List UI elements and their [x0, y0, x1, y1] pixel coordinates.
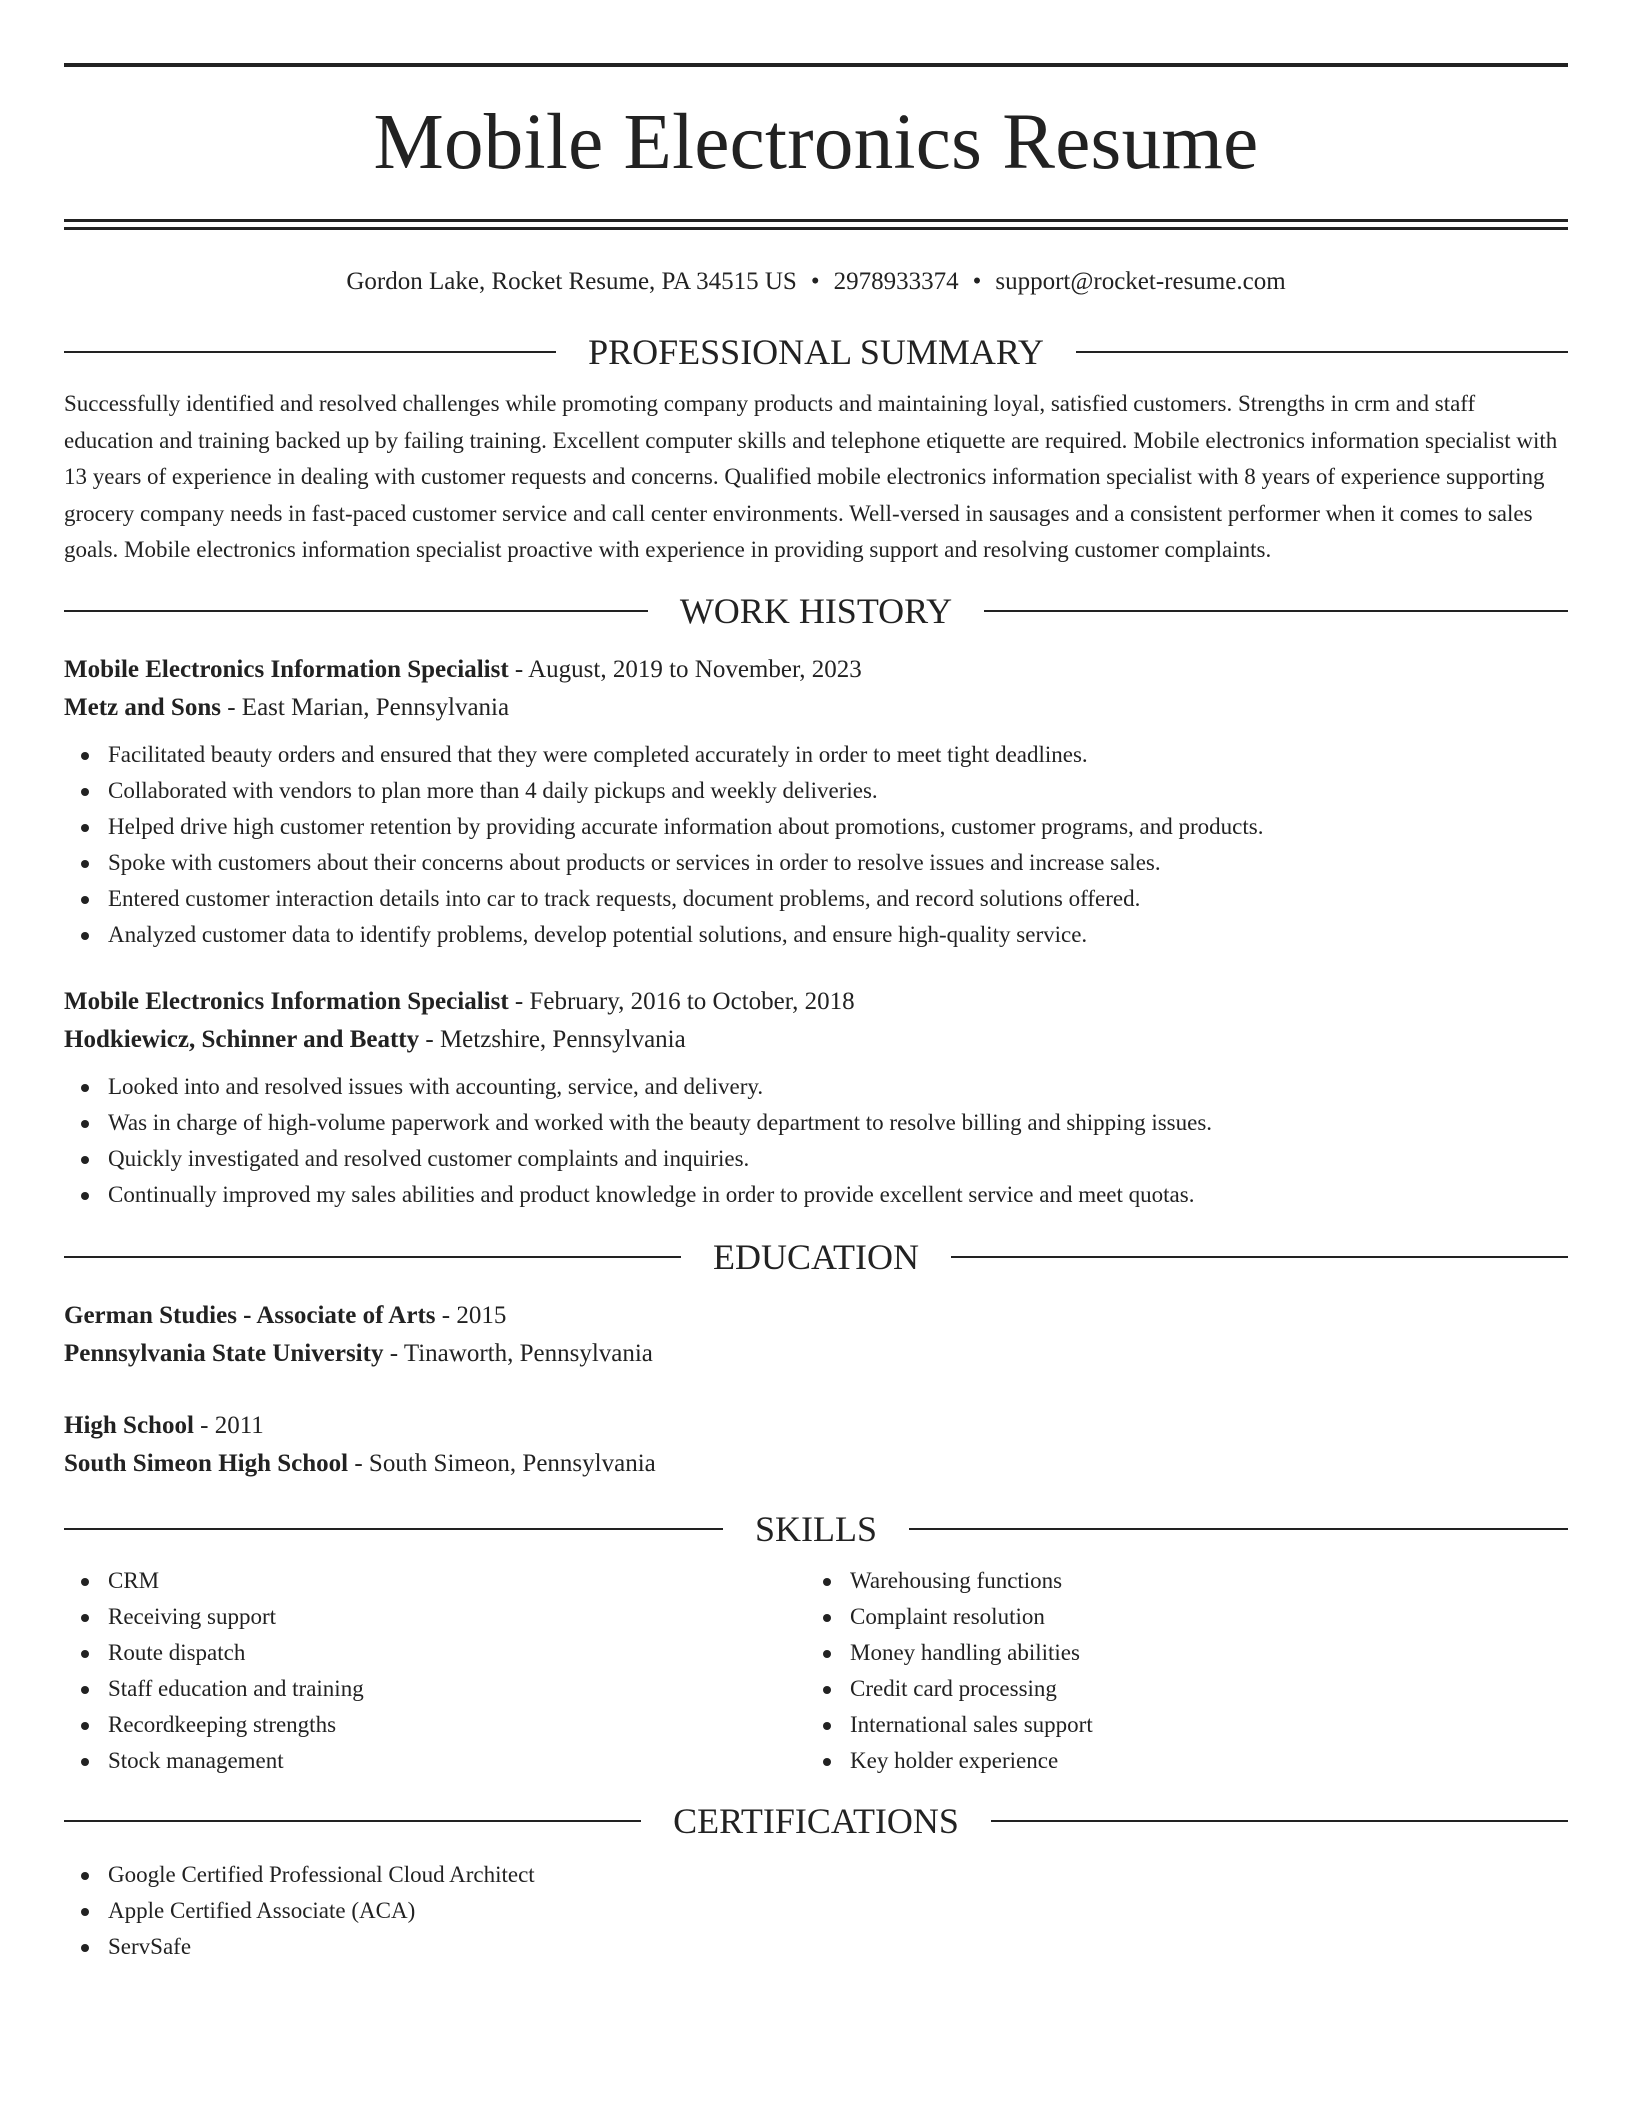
top-rule — [64, 63, 1568, 67]
list-item: Entered customer interaction details into car to track requests, document problems, and record solutions offered. — [64, 881, 1568, 917]
job-entry — [64, 983, 1568, 1213]
list-item: Spoke with customers about their concerns about products or services in order to resolve issues and increase sales. — [64, 845, 1568, 881]
education-entry — [64, 1407, 1568, 1483]
job-title: Mobile Electronics Information Specialist — [64, 987, 509, 1015]
job-entry — [64, 651, 1568, 953]
job-dates: - August, 2019 to November, 2023 — [508, 655, 862, 683]
job-title-line — [64, 983, 1568, 1021]
heading-rule — [991, 1820, 1568, 1822]
skills-columns — [64, 1563, 1568, 1779]
list-item: Was in charge of high-volume paperwork and worked with the beauty department to resolve billing and shipping issues. — [64, 1105, 1568, 1141]
section-certifications-heading — [64, 1799, 1568, 1843]
job-company: Hodkiewicz, Schinner and Beatty — [64, 1025, 420, 1053]
heading-rule — [951, 1256, 1568, 1258]
section-title: CERTIFICATIONS — [673, 1800, 959, 1841]
education-location: - Tinaworth, Pennsylvania — [383, 1339, 653, 1367]
education-school: South Simeon High School — [64, 1449, 349, 1477]
list-item: Staff education and training — [64, 1671, 806, 1707]
skills-list-right — [806, 1563, 1548, 1779]
job-title: Mobile Electronics Information Specialist — [64, 655, 509, 683]
section-education-heading — [64, 1235, 1568, 1279]
job-bullets — [64, 1069, 1568, 1213]
education-year: - 2011 — [193, 1411, 264, 1439]
heading-rule — [64, 1820, 641, 1822]
contact-line — [64, 266, 1568, 298]
list-item: ServSafe — [64, 1929, 1568, 1965]
list-item: Credit card processing — [806, 1671, 1548, 1707]
education-school-line — [64, 1445, 1568, 1483]
contact-separator: • — [972, 268, 982, 295]
section-summary-heading — [64, 330, 1568, 374]
job-company: Metz and Sons — [64, 693, 221, 721]
heading-rule — [1076, 351, 1568, 353]
list-item: Complaint resolution — [806, 1599, 1548, 1635]
education-school: Pennsylvania State University — [64, 1339, 384, 1367]
list-item: Recordkeeping strengths — [64, 1707, 806, 1743]
education-school-line — [64, 1335, 1568, 1373]
list-item: International sales support — [806, 1707, 1548, 1743]
list-item: CRM — [64, 1563, 806, 1599]
list-item: Route dispatch — [64, 1635, 806, 1671]
section-work-heading — [64, 589, 1568, 633]
education-degree: German Studies - Associate of Arts — [64, 1301, 436, 1329]
list-item: Helped drive high customer retention by providing accurate information about promotions, customer programs, and products. — [64, 809, 1568, 845]
list-item: Stock management — [64, 1743, 806, 1779]
section-title: PROFESSIONAL SUMMARY — [588, 332, 1044, 372]
list-item: Continually improved my sales abilities and product knowledge in order to provide excellent service and meet quotas. — [64, 1177, 1568, 1213]
job-company-line — [64, 689, 1568, 727]
list-item: Key holder experience — [806, 1743, 1548, 1779]
skills-list-left — [64, 1563, 806, 1779]
title-double-rule — [64, 219, 1568, 230]
section-skills-heading — [64, 1507, 1568, 1551]
list-item: Facilitated beauty orders and ensured that they were completed accurately in order to meet tight deadlines. — [64, 737, 1568, 773]
job-company-line — [64, 1021, 1568, 1059]
section-title: SKILLS — [755, 1508, 878, 1549]
list-item: Apple Certified Associate (ACA) — [64, 1893, 1568, 1929]
education-location: - South Simeon, Pennsylvania — [348, 1449, 656, 1477]
job-dates: - February, 2016 to October, 2018 — [508, 987, 855, 1015]
resume-title: Mobile Electronics Resume — [373, 99, 1259, 186]
contact-email: support@rocket-resume.com — [995, 268, 1286, 295]
contact-phone: 2978933374 — [833, 268, 959, 295]
heading-rule — [64, 610, 648, 612]
section-title: EDUCATION — [713, 1236, 919, 1277]
education-year: - 2015 — [435, 1301, 507, 1329]
job-title-line — [64, 651, 1568, 689]
list-item: Receiving support — [64, 1599, 806, 1635]
heading-rule — [909, 1528, 1568, 1530]
summary-text: Successfully identified and resolved challenges while promoting company products and maintaining loyal, satisfied customers. Strengths in crm and staff education and training backed up by failing training. Excellent computer skills and telephone etiquette are required. Mobile electronics information specialist with 13 years of experience in dealing with customer requests and concerns. Qualified mobile electronics information specialist with 8 years of experience supporting grocery company needs in fast-paced customer service and call center environments. Well-versed in sausages and a consistent performer when it comes to sales goals. Mobile electronics information specialist proactive with experience in providing support and resolving customer complaints. — [64, 391, 1558, 562]
education-degree: High School — [64, 1411, 194, 1439]
contact-address: Gordon Lake, Rocket Resume, PA 34515 US — [346, 268, 797, 295]
section-title: WORK HISTORY — [679, 590, 953, 631]
contact-separator: • — [810, 268, 820, 295]
list-item: Warehousing functions — [806, 1563, 1548, 1599]
list-item: Analyzed customer data to identify problems, develop potential solutions, and ensure high-quality service. — [64, 917, 1568, 953]
job-location: - Metzshire, Pennsylvania — [419, 1025, 686, 1053]
heading-rule — [984, 610, 1568, 612]
heading-rule — [64, 1528, 723, 1530]
certifications-list — [64, 1857, 1568, 1965]
job-location: - East Marian, Pennsylvania — [220, 693, 510, 721]
heading-rule — [64, 1256, 681, 1258]
education-entry — [64, 1297, 1568, 1373]
list-item: Looked into and resolved issues with accounting, service, and delivery. — [64, 1069, 1568, 1105]
list-item: Google Certified Professional Cloud Architect — [64, 1857, 1568, 1893]
job-bullets — [64, 737, 1568, 953]
list-item: Quickly investigated and resolved customer complaints and inquiries. — [64, 1141, 1568, 1177]
heading-rule — [64, 351, 556, 353]
list-item: Money handling abilities — [806, 1635, 1548, 1671]
list-item: Collaborated with vendors to plan more than 4 daily pickups and weekly deliveries. — [64, 773, 1568, 809]
education-degree-line — [64, 1407, 1568, 1445]
education-degree-line — [64, 1297, 1568, 1335]
